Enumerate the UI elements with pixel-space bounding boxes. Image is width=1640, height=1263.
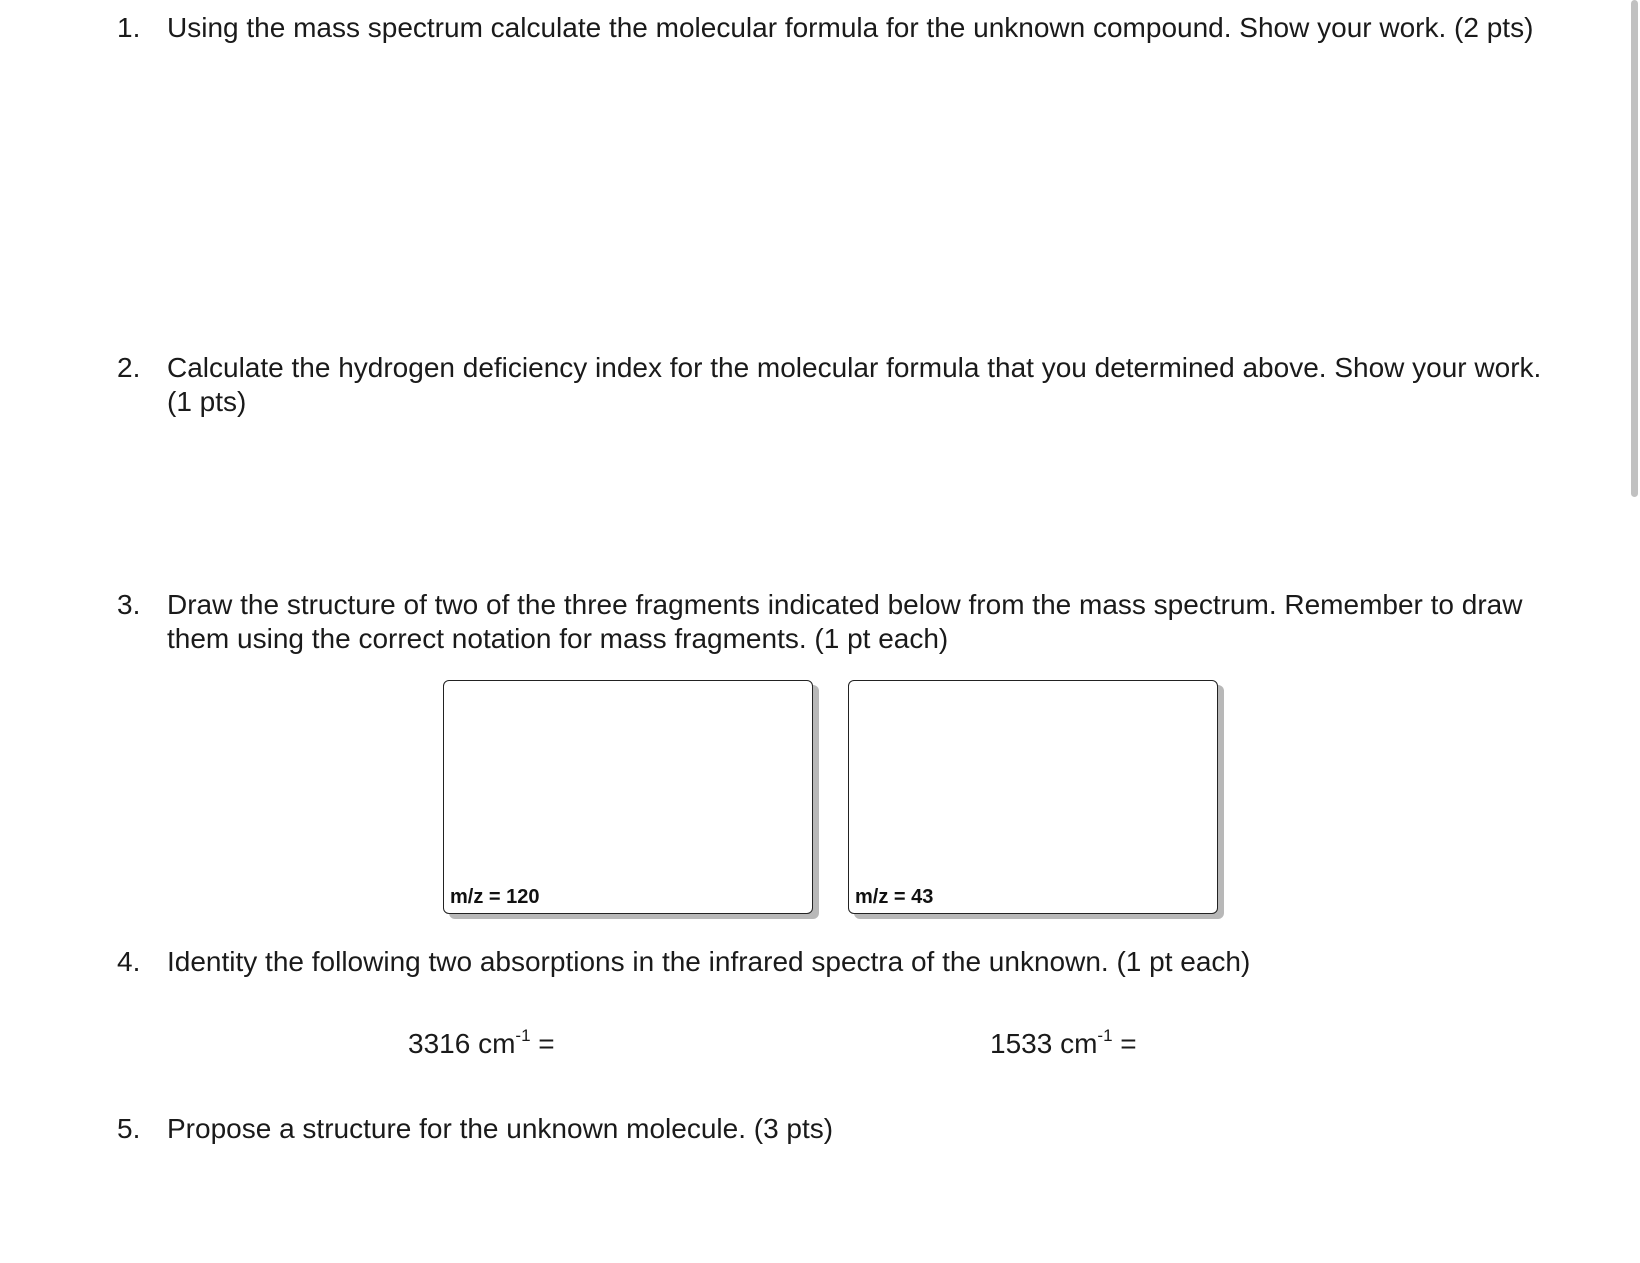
question-number: 5. xyxy=(117,1113,141,1144)
question-text: Using the mass spectrum calculate the molecular formula for the unknown compound. Show your work. (2 pts) xyxy=(167,12,1534,43)
question-text: Draw the structure of two of the three fragments indicated below from the mass spectrum. Remember to draw them using the correct notation for mass fragments. (1 pt each) xyxy=(167,589,1523,654)
ir-absorption-1533 xyxy=(990,1027,1137,1061)
question-number: 4. xyxy=(117,946,141,977)
question-3 xyxy=(117,588,1557,656)
fragment-label: m/z = 120 xyxy=(450,886,540,908)
absorption-value: 1533 cm xyxy=(990,1028,1098,1059)
fragment-answer-box-43[interactable] xyxy=(848,680,1218,914)
absorption-value: 3316 cm xyxy=(408,1028,516,1059)
question-text: Propose a structure for the unknown molecule. (3 pts) xyxy=(167,1113,834,1144)
question-text: Identity the following two absorptions in the infrared spectra of the unknown. (1 pt each) xyxy=(167,946,1251,977)
question-2 xyxy=(117,351,1557,419)
question-1 xyxy=(117,11,1557,45)
absorption-exponent: -1 xyxy=(515,1026,531,1045)
absorption-exponent: -1 xyxy=(1097,1026,1113,1045)
question-text: Calculate the hydrogen deficiency index for the molecular formula that you determined above. Show your work. (1 pts) xyxy=(167,352,1542,417)
question-number: 3. xyxy=(117,589,141,620)
question-4 xyxy=(117,945,1557,979)
question-number: 1. xyxy=(117,12,141,43)
question-number: 2. xyxy=(117,352,141,383)
question-5 xyxy=(117,1112,1557,1146)
absorption-equals: = xyxy=(1112,1028,1137,1059)
scrollbar-thumb[interactable] xyxy=(1631,0,1638,497)
ir-absorption-3316 xyxy=(408,1027,555,1061)
absorption-equals: = xyxy=(530,1028,555,1059)
fragment-label: m/z = 43 xyxy=(855,886,934,908)
fragment-answer-box-120[interactable] xyxy=(443,680,813,914)
